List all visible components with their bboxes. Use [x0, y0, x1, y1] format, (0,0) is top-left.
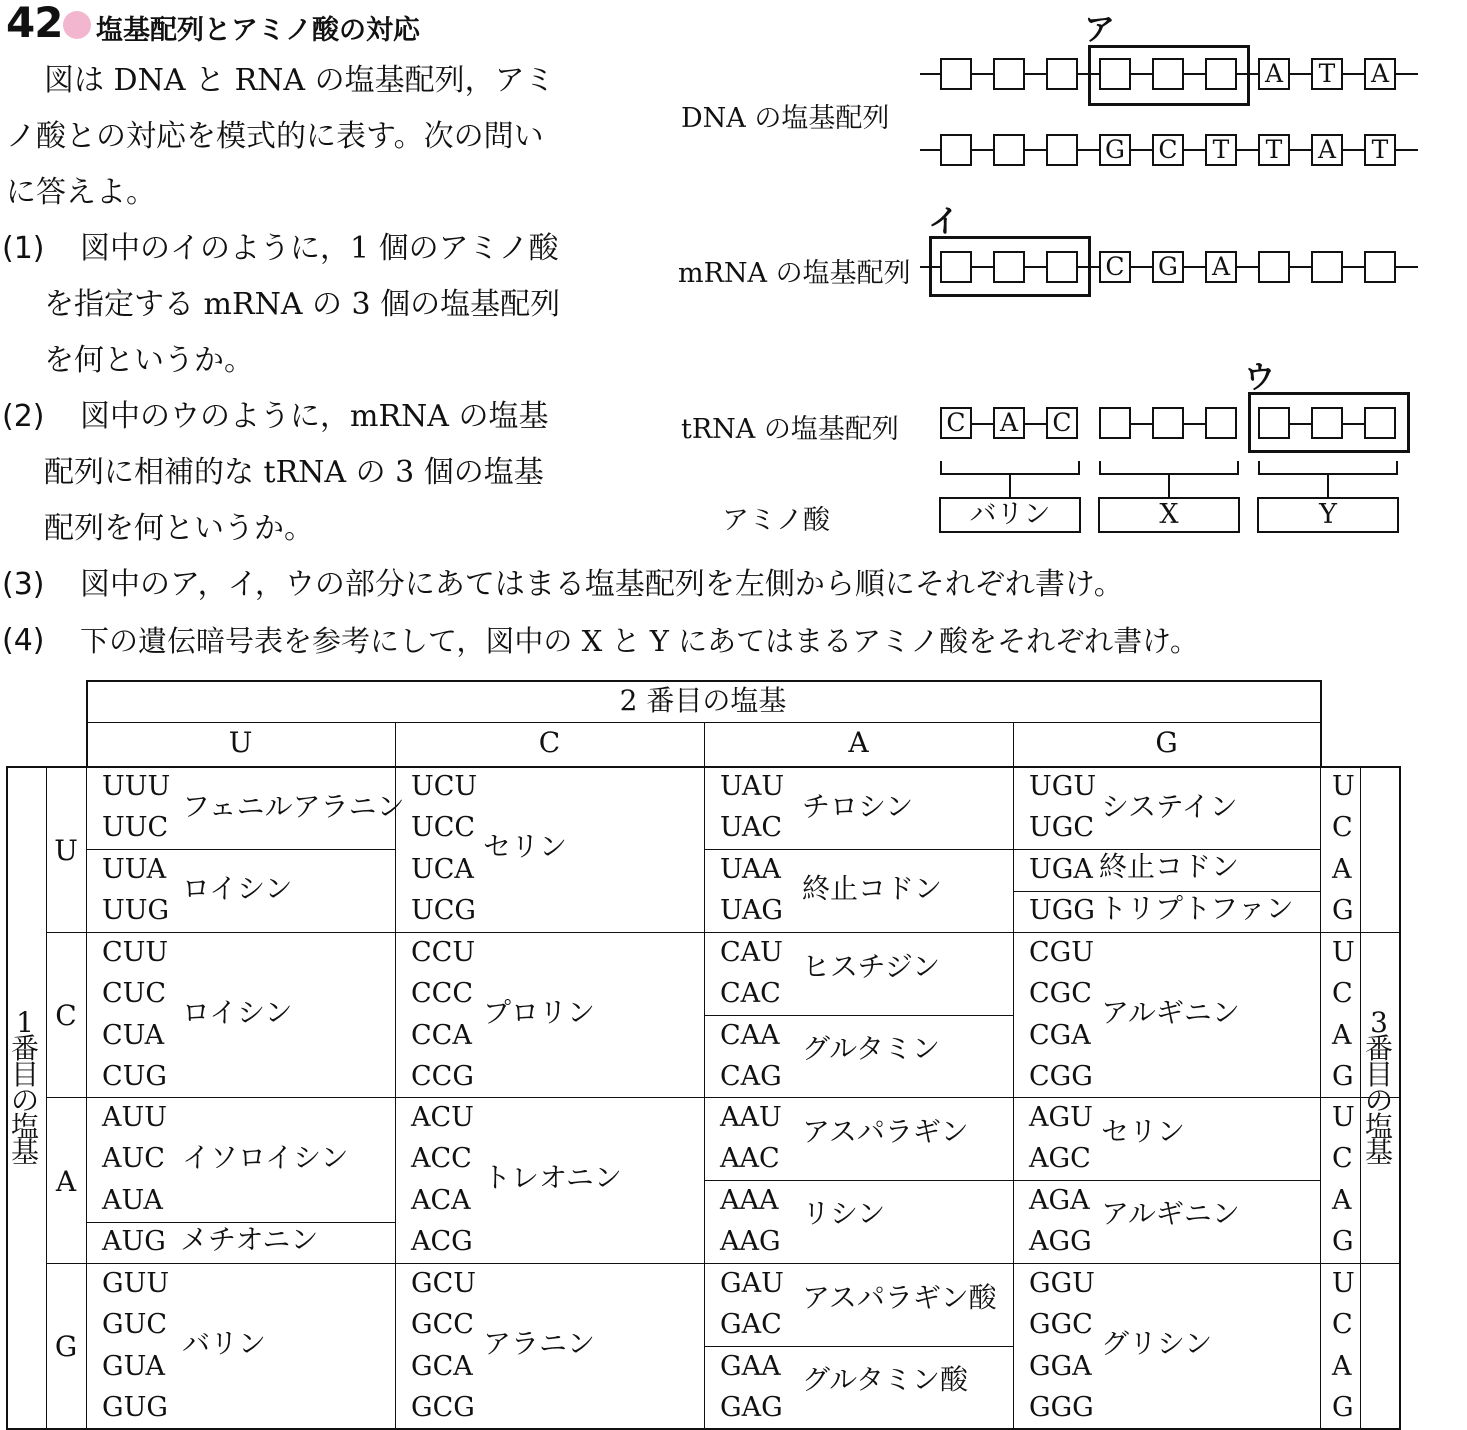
- codon-gcc: GCC: [411, 1309, 474, 1341]
- q1-line-1: 図中のイのように，1 個のアミノ酸: [80, 231, 559, 266]
- dna-bottom-base-box: [1046, 134, 1078, 166]
- codon-aug: AUG: [102, 1226, 166, 1258]
- trna-base-box: [1205, 407, 1237, 439]
- amino-box-1: バリン: [939, 497, 1081, 533]
- mrna-base-box: G: [1152, 251, 1184, 283]
- bracket-stem-3: [1327, 475, 1329, 497]
- q1-number: (1): [2, 231, 45, 266]
- mrna-base-box: C: [1099, 251, 1131, 283]
- table-top-border: [86, 680, 1322, 682]
- amino-ac: トレオニン: [483, 1161, 622, 1194]
- codon-aac: AAC: [720, 1143, 780, 1175]
- codon-uag: UAG: [720, 895, 783, 927]
- intro-line-2: ノ酸との対応を模式的に表す。次の問い: [6, 119, 544, 154]
- codon-aaa: AAA: [720, 1184, 779, 1216]
- codon-cga: CGA: [1029, 1019, 1091, 1051]
- codon-cgg: CGG: [1029, 1061, 1093, 1093]
- amino-box-x: X: [1098, 497, 1240, 533]
- codon-cua: CUA: [102, 1019, 165, 1051]
- codon-cag: CAG: [720, 1061, 782, 1093]
- codon-cca: CCA: [411, 1019, 472, 1051]
- codon-aau: AAU: [720, 1102, 782, 1133]
- first-base-title: 1 番 目 の 塩 基: [10, 1006, 39, 1169]
- mrna-label: mRNA の塩基配列: [678, 258, 911, 289]
- col-header-g: G: [1155, 726, 1178, 759]
- row-header-c: C: [55, 999, 77, 1032]
- third-base-u: U: [1332, 1268, 1355, 1299]
- dna-bottom-base-box: [993, 134, 1025, 166]
- codon-cug: CUG: [102, 1061, 167, 1093]
- second-base-title: 2 番目の塩基: [619, 684, 787, 717]
- codon-gcu: GCU: [411, 1268, 476, 1299]
- dna-bottom-base-box: C: [1152, 134, 1184, 166]
- amino-uga: 終止コドン: [1099, 850, 1240, 883]
- codon-ucg: UCG: [411, 895, 476, 927]
- amino-cc: プロリン: [483, 996, 596, 1029]
- third-base-a: A: [1332, 1019, 1352, 1051]
- dna-bottom-base-box: G: [1099, 134, 1131, 166]
- third-base-c: C: [1332, 1309, 1353, 1341]
- codon-uuc: UUC: [102, 812, 169, 844]
- codon-agc: AGC: [1029, 1143, 1091, 1175]
- trna-base-box: [1152, 407, 1184, 439]
- amino-au_a: イソロイシン: [182, 1141, 349, 1174]
- codon-ugc: UGC: [1029, 812, 1094, 844]
- bracket-1: [940, 461, 1080, 475]
- amino-ug_a: システイン: [1101, 790, 1238, 823]
- codon-uca: UCA: [411, 853, 474, 885]
- codon-cgc: CGC: [1029, 978, 1092, 1010]
- bracket-stem-2: [1168, 475, 1170, 497]
- codon-acu: ACU: [411, 1102, 474, 1133]
- intro-line-3: に答えよ。: [6, 175, 156, 210]
- codon-ucc: UCC: [411, 812, 476, 844]
- row-header-divider: [86, 766, 87, 1430]
- amino-cg: アルギニン: [1101, 996, 1240, 1029]
- q2-line-1: 図中のウのように，mRNA の塩基: [80, 399, 549, 434]
- col-divider: [395, 766, 396, 1430]
- q4-number: (4): [2, 623, 45, 658]
- trna-base-box: C: [1046, 407, 1078, 439]
- codon-ucu: UCU: [411, 771, 478, 802]
- codon-gau: GAU: [720, 1268, 784, 1299]
- codon-uuu: UUU: [102, 771, 171, 802]
- amino-box-y: Y: [1257, 497, 1399, 533]
- body-left-border: [6, 766, 8, 1430]
- codon-acc: ACC: [411, 1143, 472, 1175]
- dna-top-base-box: [1046, 58, 1078, 90]
- third-base-a: A: [1332, 1184, 1352, 1216]
- dna-bottom-base-box: [940, 134, 972, 166]
- dna-bottom-base-box: T: [1364, 134, 1396, 166]
- codon-aca: ACA: [411, 1184, 471, 1216]
- amino-ugg: トリプトファン: [1099, 892, 1294, 925]
- codon-gga: GGA: [1029, 1350, 1092, 1382]
- q3-text: 図中のア，イ，ウの部分にあてはまる塩基配列を左側から順にそれぞれ書け。: [80, 567, 1124, 602]
- amino-ca_b: グルタミン: [802, 1032, 941, 1065]
- amino-aug: メチオニン: [180, 1223, 319, 1256]
- bracket-2: [1099, 461, 1239, 475]
- sub-divider: [704, 1346, 1013, 1347]
- amino-aa_b: リシン: [802, 1197, 886, 1230]
- col-divider: [1013, 766, 1014, 1430]
- row-header-a: A: [55, 1165, 77, 1198]
- amino-ca_a: ヒスチジン: [802, 950, 941, 983]
- body-right-border: [1399, 766, 1401, 1430]
- dna-top-base-box: [940, 58, 972, 90]
- third-base-a: A: [1332, 853, 1352, 885]
- codon-ccc: CCC: [411, 978, 473, 1010]
- row-divider: [46, 1097, 1400, 1098]
- third-base-c: C: [1332, 1143, 1353, 1175]
- amino-gg: グリシン: [1101, 1327, 1213, 1360]
- dna-top-base-box: A: [1364, 58, 1396, 90]
- codon-uaa: UAA: [720, 853, 781, 885]
- intro-line-1: 図は DNA と RNA の塩基配列，アミ: [44, 63, 555, 98]
- amino-gu: バリン: [182, 1327, 267, 1360]
- trna-label: tRNA の塩基配列: [681, 414, 899, 445]
- frame-i: [929, 236, 1091, 297]
- third-base-title: 3 番 目 の 塩 基: [1364, 1006, 1393, 1169]
- codon-ugu: UGU: [1029, 771, 1097, 802]
- codon-cuu: CUU: [102, 937, 169, 968]
- codon-uga: UGA: [1029, 853, 1093, 885]
- codon-caa: CAA: [720, 1019, 780, 1051]
- codon-ggg: GGG: [1029, 1392, 1094, 1424]
- genetic-code-table: [6, 680, 1401, 1430]
- row-divider: [46, 1263, 1400, 1264]
- codon-ggu: GGU: [1029, 1268, 1095, 1299]
- q1-line-3: を何というか。: [44, 343, 254, 378]
- codon-guc: GUC: [102, 1309, 167, 1341]
- col-header-u: U: [228, 726, 253, 759]
- third-base-u: U: [1332, 771, 1355, 802]
- question-title: 塩基配列とアミノ酸の対応: [96, 15, 420, 46]
- header-right-border: [1320, 680, 1322, 766]
- third-base-u: U: [1332, 1102, 1355, 1133]
- amino-label: アミノ酸: [722, 505, 830, 536]
- third-base-c: C: [1332, 812, 1353, 844]
- amino-ua_a: チロシン: [802, 790, 914, 823]
- marker-i: イ: [928, 204, 959, 240]
- codon-cac: CAC: [720, 978, 781, 1010]
- frame-a: [1088, 45, 1250, 106]
- amino-uu_a: フェニルアラニン: [182, 790, 405, 823]
- dna-bottom-base-box: A: [1311, 134, 1343, 166]
- dna-bottom-base-box: T: [1205, 134, 1237, 166]
- trna-base-box: C: [940, 407, 972, 439]
- col-header-c: C: [538, 726, 561, 759]
- third-base-g: G: [1332, 895, 1354, 927]
- sub-divider: [704, 1015, 1013, 1016]
- amino-ua_b: 終止コドン: [802, 872, 943, 905]
- codon-uug: UUG: [102, 895, 170, 927]
- codon-gaa: GAA: [720, 1350, 781, 1382]
- row-divider: [46, 932, 1400, 933]
- q2-line-3: 配列を何というか。: [44, 511, 314, 546]
- amino-ag_a: セリン: [1101, 1115, 1186, 1148]
- third-base-a: A: [1332, 1350, 1352, 1382]
- q3-number: (3): [2, 567, 45, 602]
- codon-ugg: UGG: [1029, 895, 1095, 927]
- codon-aag: AAG: [720, 1226, 781, 1258]
- codon-gac: GAC: [720, 1309, 782, 1341]
- sub-divider: [704, 1180, 1013, 1181]
- row-header-u: U: [54, 834, 78, 867]
- question-number: 42: [6, 0, 63, 47]
- codon-aua: AUA: [102, 1184, 163, 1216]
- codon-gcg: GCG: [411, 1392, 475, 1424]
- third-base-u: U: [1332, 937, 1355, 968]
- amino-cu: ロイシン: [182, 996, 293, 1029]
- q1-line-2: を指定する mRNA の 3 個の塩基配列: [44, 287, 561, 322]
- codon-gca: GCA: [411, 1350, 473, 1382]
- amino-gc: アラニン: [483, 1327, 596, 1360]
- codon-aga: AGA: [1029, 1184, 1090, 1216]
- dna-top-base-box: A: [1258, 58, 1290, 90]
- amino-ag_b: アルギニン: [1101, 1197, 1240, 1230]
- dna-label: DNA の塩基配列: [681, 103, 890, 134]
- codon-auu: AUU: [102, 1102, 168, 1133]
- codon-cau: CAU: [720, 937, 783, 968]
- codon-guu: GUU: [102, 1268, 170, 1299]
- codon-agg: AGG: [1029, 1226, 1092, 1258]
- row-header-g: G: [54, 1330, 78, 1363]
- col-divider: [704, 766, 705, 1430]
- bracket-3: [1258, 461, 1398, 475]
- third-col-divider: [1320, 766, 1321, 1430]
- sub-divider: [86, 849, 395, 850]
- mrna-base-box: A: [1205, 251, 1237, 283]
- third-base-c: C: [1332, 978, 1353, 1010]
- codon-uua: UUA: [102, 853, 167, 885]
- dna-top-base-box: [993, 58, 1025, 90]
- third-title-divider: [1360, 766, 1361, 1430]
- mrna-base-box: [1364, 251, 1396, 283]
- amino-ga_a: アスパラギン酸: [802, 1281, 997, 1314]
- codon-gag: GAG: [720, 1392, 783, 1424]
- amino-uu_b: ロイシン: [182, 872, 293, 905]
- third-base-g: G: [1332, 1061, 1354, 1093]
- codon-uac: UAC: [720, 812, 783, 844]
- frame-u: [1248, 392, 1410, 453]
- pink-dot-icon: [63, 11, 91, 39]
- trna-base-box: [1099, 407, 1131, 439]
- marker-a: ア: [1084, 12, 1115, 48]
- marker-u: ウ: [1244, 360, 1275, 396]
- col-header-a: A: [848, 726, 869, 759]
- codon-agu: AGU: [1029, 1102, 1093, 1133]
- third-base-g: G: [1332, 1392, 1354, 1424]
- codon-ccu: CCU: [411, 937, 476, 968]
- bracket-stem-1: [1009, 475, 1011, 497]
- amino-uc: セリン: [483, 830, 568, 863]
- codon-uau: UAU: [720, 771, 785, 802]
- mrna-base-box: [1311, 251, 1343, 283]
- codon-auc: AUC: [102, 1143, 165, 1175]
- dna-bottom-base-box: T: [1258, 134, 1290, 166]
- codon-gug: GUG: [102, 1392, 168, 1424]
- amino-ga_b: グルタミン酸: [802, 1363, 969, 1396]
- codon-ccg: CCG: [411, 1061, 474, 1093]
- codon-cuc: CUC: [102, 978, 167, 1010]
- q2-number: (2): [2, 399, 45, 434]
- amino-aa_a: アスパラギン: [802, 1115, 969, 1148]
- trna-base-box: A: [993, 407, 1025, 439]
- third-base-g: G: [1332, 1226, 1354, 1258]
- q4-text: 下の遺伝暗号表を参考にして，図中の X と Y にあてはまるアミノ酸をそれぞれ書け。: [80, 624, 1199, 658]
- sub-divider: [704, 849, 1013, 850]
- dna-top-base-box: T: [1311, 58, 1343, 90]
- codon-acg: ACG: [411, 1226, 473, 1258]
- codon-gua: GUA: [102, 1350, 165, 1382]
- sub-divider: [1013, 1180, 1320, 1181]
- q2-line-2: 配列に相補的な tRNA の 3 個の塩基: [44, 455, 544, 490]
- codon-ggc: GGC: [1029, 1309, 1093, 1341]
- mrna-base-box: [1258, 251, 1290, 283]
- codon-cgu: CGU: [1029, 937, 1094, 968]
